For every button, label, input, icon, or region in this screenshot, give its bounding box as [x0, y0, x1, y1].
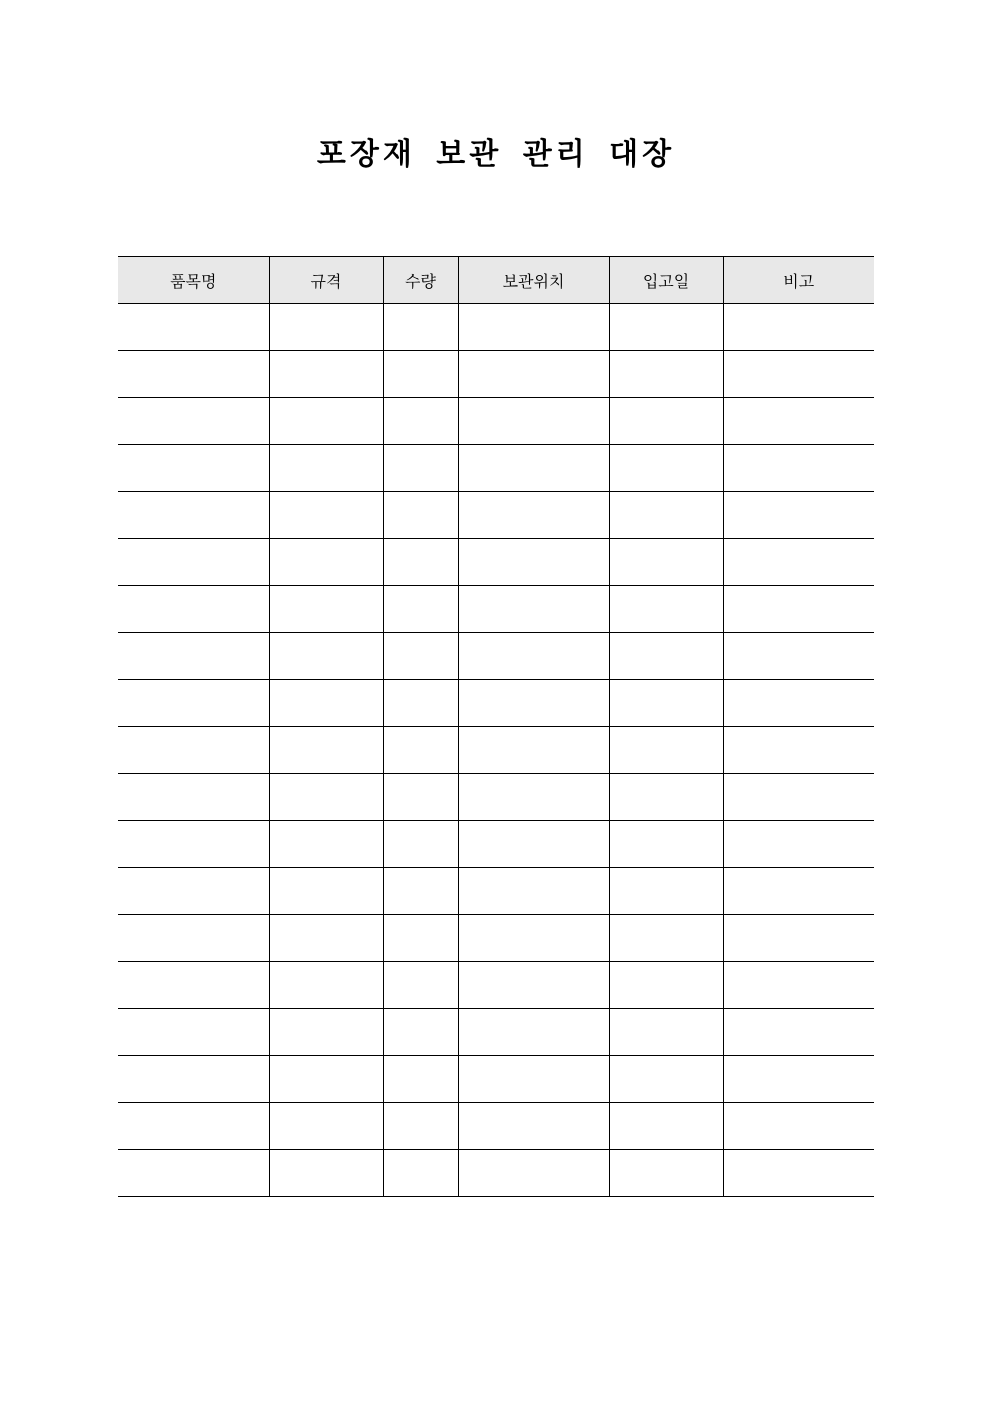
- table-row: [118, 304, 874, 351]
- table-row: [118, 727, 874, 774]
- cell-received-date[interactable]: [609, 915, 723, 962]
- cell-received-date[interactable]: [609, 680, 723, 727]
- cell-remarks[interactable]: [723, 774, 874, 821]
- ledger-table: [118, 256, 874, 1197]
- cell-spec[interactable]: [269, 445, 383, 492]
- cell-quantity[interactable]: [383, 1009, 458, 1056]
- cell-received-date[interactable]: [609, 1056, 723, 1103]
- cell-item-name[interactable]: [118, 868, 269, 915]
- cell-item-name[interactable]: [118, 304, 269, 351]
- column-header-remarks: 비고: [723, 257, 874, 304]
- cell-item-name[interactable]: [118, 1150, 269, 1197]
- cell-quantity[interactable]: [383, 351, 458, 398]
- cell-storage-location[interactable]: [458, 492, 609, 539]
- table-row: [118, 868, 874, 915]
- table-row: [118, 398, 874, 445]
- cell-remarks[interactable]: [723, 586, 874, 633]
- table-row: [118, 962, 874, 1009]
- table-row: [118, 1009, 874, 1056]
- cell-received-date[interactable]: [609, 1103, 723, 1150]
- cell-remarks[interactable]: [723, 680, 874, 727]
- table-row: [118, 821, 874, 868]
- cell-spec[interactable]: [269, 539, 383, 586]
- column-header-storage-location: 보관위치: [458, 257, 609, 304]
- column-header-quantity: 수량: [383, 257, 458, 304]
- cell-storage-location[interactable]: [458, 1056, 609, 1103]
- cell-quantity[interactable]: [383, 633, 458, 680]
- cell-received-date[interactable]: [609, 962, 723, 1009]
- table-row: [118, 1103, 874, 1150]
- cell-storage-location[interactable]: [458, 868, 609, 915]
- cell-quantity[interactable]: [383, 821, 458, 868]
- cell-quantity[interactable]: [383, 1150, 458, 1197]
- cell-quantity[interactable]: [383, 492, 458, 539]
- cell-spec[interactable]: [269, 868, 383, 915]
- table-row: [118, 680, 874, 727]
- cell-received-date[interactable]: [609, 398, 723, 445]
- cell-spec[interactable]: [269, 1150, 383, 1197]
- cell-storage-location[interactable]: [458, 774, 609, 821]
- cell-item-name[interactable]: [118, 492, 269, 539]
- cell-spec[interactable]: [269, 727, 383, 774]
- cell-remarks[interactable]: [723, 915, 874, 962]
- cell-storage-location[interactable]: [458, 586, 609, 633]
- column-header-spec: 규격: [269, 257, 383, 304]
- cell-storage-location[interactable]: [458, 727, 609, 774]
- column-header-received-date: 입고일: [609, 257, 723, 304]
- table-row: [118, 1150, 874, 1197]
- table-row: [118, 1056, 874, 1103]
- cell-storage-location[interactable]: [458, 398, 609, 445]
- cell-spec[interactable]: [269, 492, 383, 539]
- cell-storage-location[interactable]: [458, 633, 609, 680]
- cell-quantity[interactable]: [383, 445, 458, 492]
- cell-remarks[interactable]: [723, 304, 874, 351]
- cell-remarks[interactable]: [723, 351, 874, 398]
- cell-storage-location[interactable]: [458, 351, 609, 398]
- cell-item-name[interactable]: [118, 774, 269, 821]
- column-header-item-name: 품목명: [118, 257, 269, 304]
- cell-item-name[interactable]: [118, 915, 269, 962]
- cell-storage-location[interactable]: [458, 1103, 609, 1150]
- cell-storage-location[interactable]: [458, 445, 609, 492]
- cell-received-date[interactable]: [609, 586, 723, 633]
- page-title: 포장재 보관 관리 대장: [316, 137, 676, 172]
- cell-item-name[interactable]: [118, 351, 269, 398]
- cell-storage-location[interactable]: [458, 539, 609, 586]
- cell-received-date[interactable]: [609, 774, 723, 821]
- cell-received-date[interactable]: [609, 1009, 723, 1056]
- cell-spec[interactable]: [269, 680, 383, 727]
- table-body: [118, 304, 874, 1197]
- cell-quantity[interactable]: [383, 304, 458, 351]
- cell-spec[interactable]: [269, 304, 383, 351]
- cell-storage-location[interactable]: [458, 680, 609, 727]
- cell-item-name[interactable]: [118, 1103, 269, 1150]
- cell-quantity[interactable]: [383, 727, 458, 774]
- table-row: [118, 586, 874, 633]
- cell-remarks[interactable]: [723, 1150, 874, 1197]
- cell-spec[interactable]: [269, 351, 383, 398]
- cell-remarks[interactable]: [723, 727, 874, 774]
- cell-quantity[interactable]: [383, 868, 458, 915]
- cell-item-name[interactable]: [118, 586, 269, 633]
- cell-remarks[interactable]: [723, 1103, 874, 1150]
- cell-quantity[interactable]: [383, 915, 458, 962]
- cell-remarks[interactable]: [723, 821, 874, 868]
- table-row: [118, 445, 874, 492]
- cell-quantity[interactable]: [383, 1103, 458, 1150]
- cell-item-name[interactable]: [118, 962, 269, 1009]
- cell-received-date[interactable]: [609, 821, 723, 868]
- cell-spec[interactable]: [269, 1056, 383, 1103]
- cell-remarks[interactable]: [723, 445, 874, 492]
- cell-spec[interactable]: [269, 1009, 383, 1056]
- cell-item-name[interactable]: [118, 821, 269, 868]
- cell-quantity[interactable]: [383, 539, 458, 586]
- cell-remarks[interactable]: [723, 868, 874, 915]
- cell-remarks[interactable]: [723, 1009, 874, 1056]
- cell-item-name[interactable]: [118, 1056, 269, 1103]
- cell-storage-location[interactable]: [458, 962, 609, 1009]
- cell-spec[interactable]: [269, 962, 383, 1009]
- table-row: [118, 774, 874, 821]
- table-header-row: [118, 257, 874, 304]
- table-row: [118, 351, 874, 398]
- cell-quantity[interactable]: [383, 680, 458, 727]
- cell-spec[interactable]: [269, 1103, 383, 1150]
- cell-item-name[interactable]: [118, 1009, 269, 1056]
- cell-item-name[interactable]: [118, 539, 269, 586]
- cell-item-name[interactable]: [118, 445, 269, 492]
- cell-storage-location[interactable]: [458, 304, 609, 351]
- cell-quantity[interactable]: [383, 774, 458, 821]
- cell-quantity[interactable]: [383, 398, 458, 445]
- cell-item-name[interactable]: [118, 398, 269, 445]
- cell-received-date[interactable]: [609, 633, 723, 680]
- cell-storage-location[interactable]: [458, 1150, 609, 1197]
- cell-received-date[interactable]: [609, 304, 723, 351]
- cell-item-name[interactable]: [118, 680, 269, 727]
- cell-spec[interactable]: [269, 586, 383, 633]
- table-row: [118, 539, 874, 586]
- cell-spec[interactable]: [269, 774, 383, 821]
- cell-spec[interactable]: [269, 821, 383, 868]
- cell-remarks[interactable]: [723, 962, 874, 1009]
- cell-remarks[interactable]: [723, 1056, 874, 1103]
- cell-item-name[interactable]: [118, 633, 269, 680]
- cell-storage-location[interactable]: [458, 1009, 609, 1056]
- cell-received-date[interactable]: [609, 492, 723, 539]
- cell-remarks[interactable]: [723, 398, 874, 445]
- table-row: [118, 492, 874, 539]
- cell-quantity[interactable]: [383, 962, 458, 1009]
- table-row: [118, 633, 874, 680]
- cell-received-date[interactable]: [609, 1150, 723, 1197]
- cell-received-date[interactable]: [609, 868, 723, 915]
- cell-spec[interactable]: [269, 398, 383, 445]
- cell-spec[interactable]: [269, 633, 383, 680]
- cell-quantity[interactable]: [383, 1056, 458, 1103]
- cell-storage-location[interactable]: [458, 915, 609, 962]
- cell-received-date[interactable]: [609, 351, 723, 398]
- cell-received-date[interactable]: [609, 539, 723, 586]
- cell-received-date[interactable]: [609, 445, 723, 492]
- cell-received-date[interactable]: [609, 727, 723, 774]
- cell-remarks[interactable]: [723, 539, 874, 586]
- cell-quantity[interactable]: [383, 586, 458, 633]
- cell-spec[interactable]: [269, 915, 383, 962]
- table-row: [118, 915, 874, 962]
- cell-remarks[interactable]: [723, 492, 874, 539]
- cell-storage-location[interactable]: [458, 821, 609, 868]
- cell-remarks[interactable]: [723, 633, 874, 680]
- cell-item-name[interactable]: [118, 727, 269, 774]
